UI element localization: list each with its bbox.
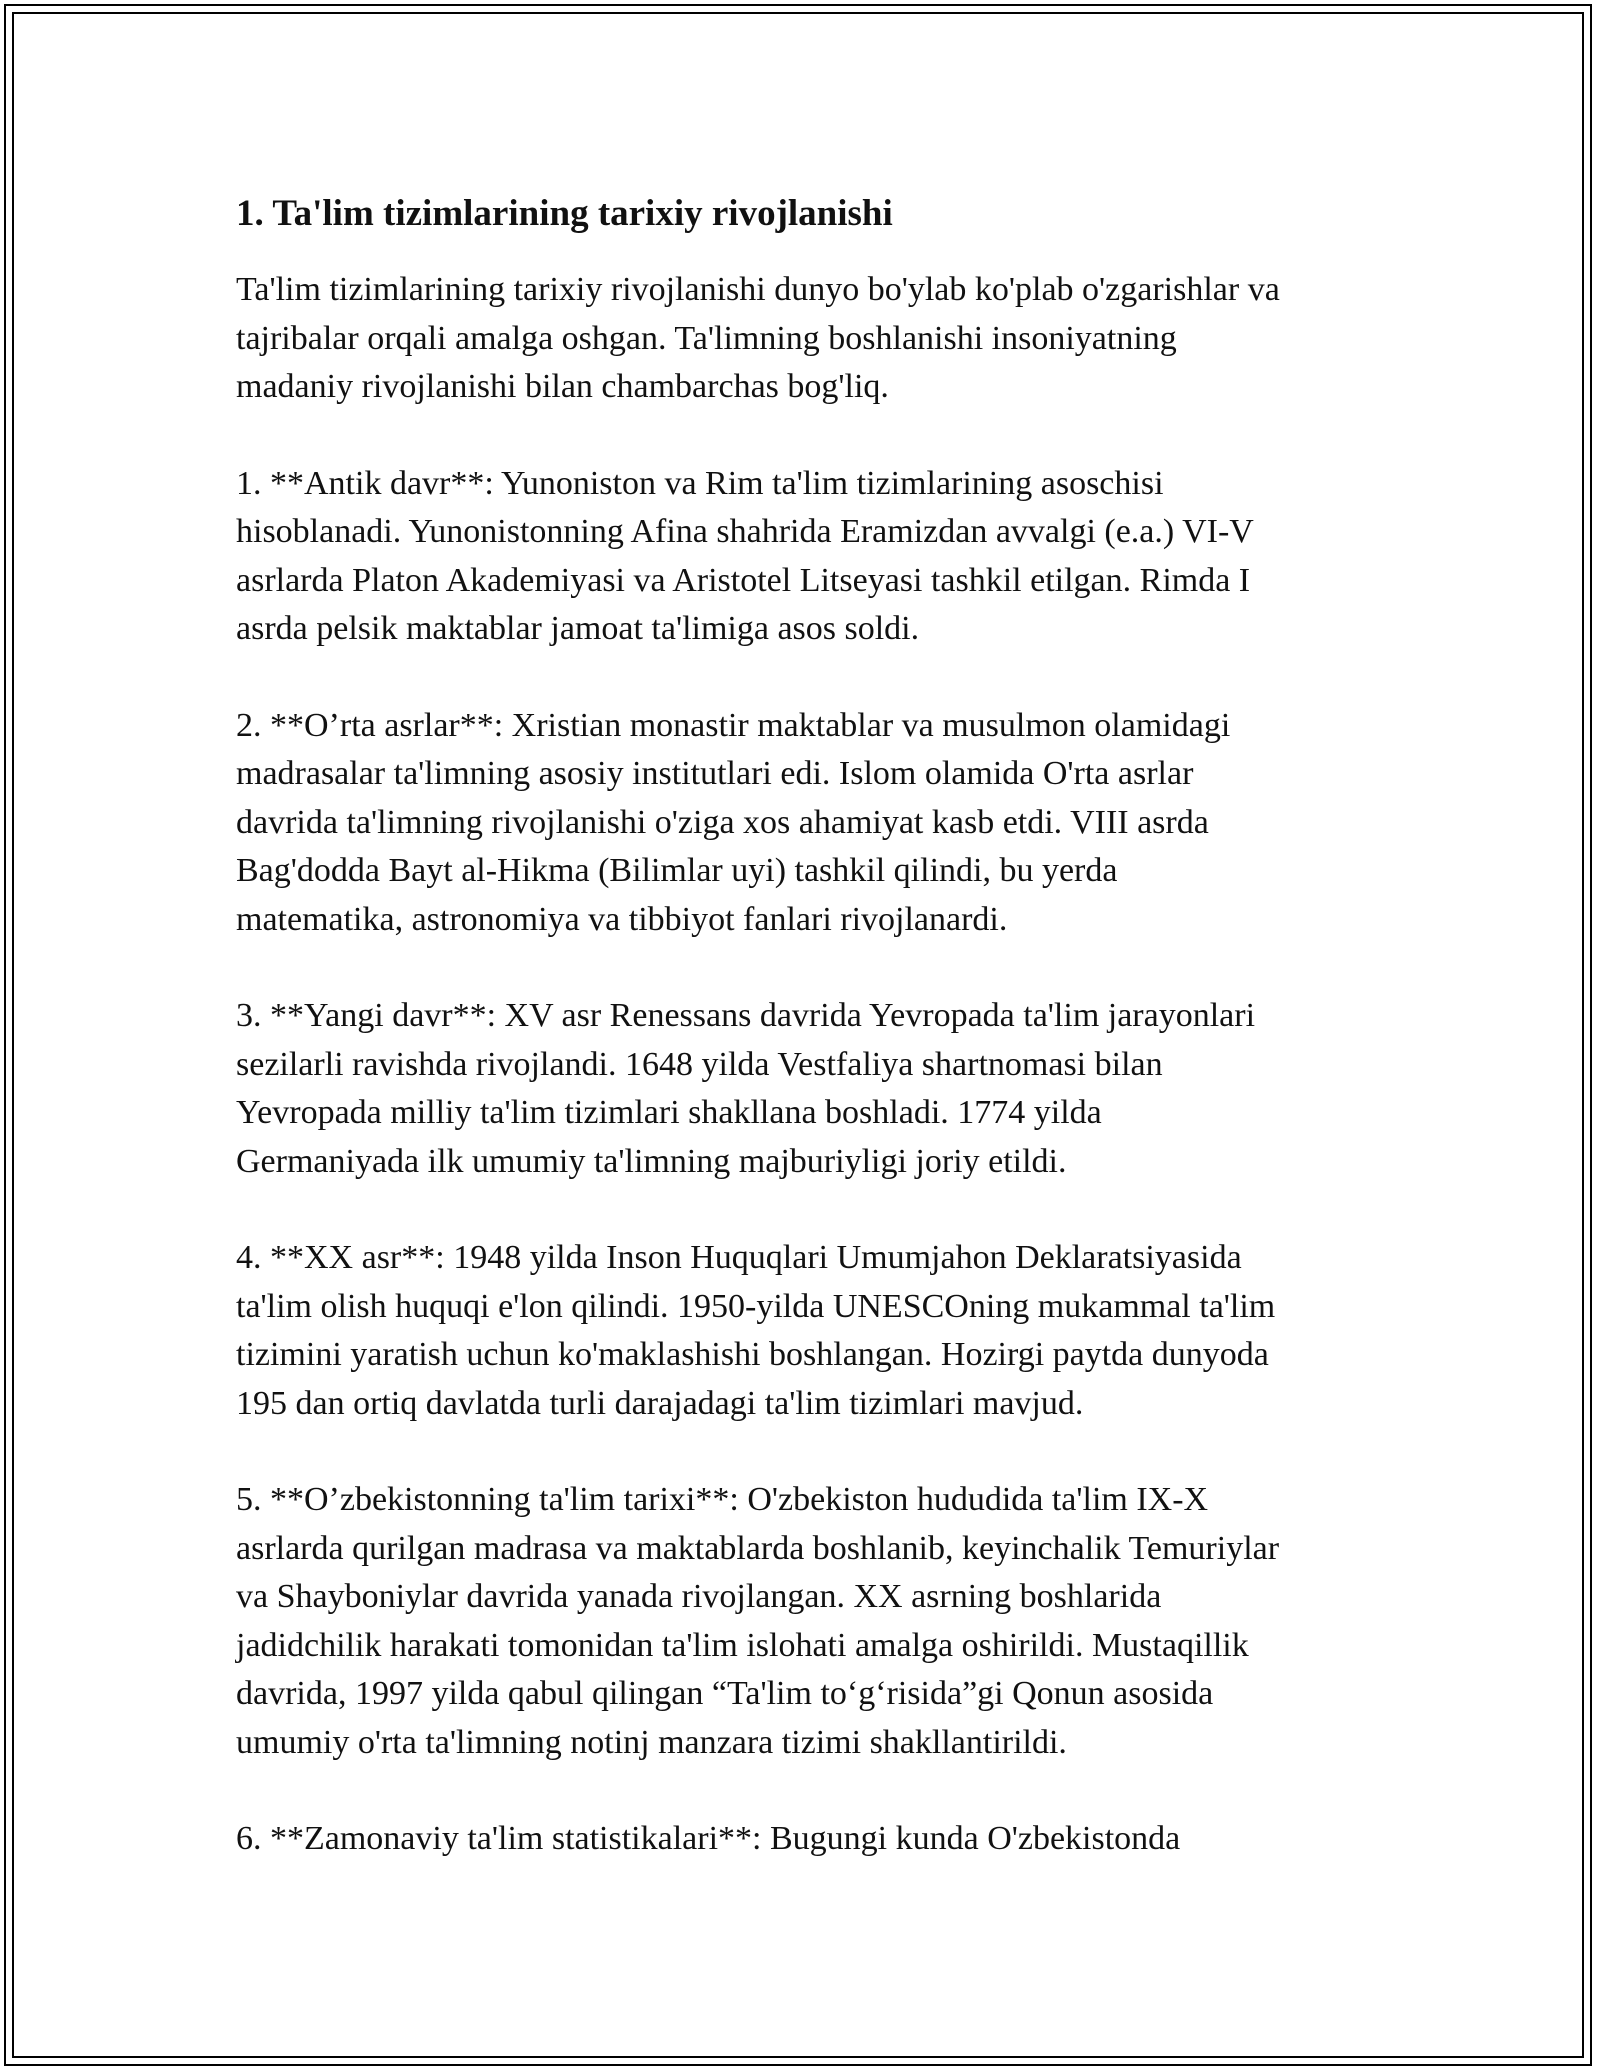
text-line: Bag'dodda Bayt al-Hikma (Bilimlar uyi) tashkil qilindi, bu yerda	[236, 852, 1118, 889]
paragraph-ozbekiston-tarixi	[236, 1476, 1396, 1767]
text-line: asrda pelsik maktablar jamoat ta'limiga asos soldi.	[236, 610, 920, 647]
paragraph-xx-asr	[236, 1234, 1396, 1428]
text-line: tizimini yaratish uchun ko'maklashishi boshlangan. Hozirgi paytda dunyoda	[236, 1336, 1269, 1373]
text-line: Yevropada milliy ta'lim tizimlari shakllana boshladi. 1774 yilda	[236, 1094, 1102, 1131]
text-line: Germaniyada ilk umumiy ta'limning majburiyligi joriy etildi.	[236, 1142, 1067, 1180]
text-line: sezilarli ravishda rivojlandi. 1648 yilda Vestfaliya shartnomasi bilan	[236, 1045, 1163, 1083]
text-line: hisoblanadi. Yunonistonning Afina shahrida Eramizdan avvalgi (e.a.) VI-V	[236, 513, 1254, 550]
text-line: madaniy rivojlanishi bilan chambarchas bog'liq.	[236, 368, 889, 405]
paragraph-zamonaviy-statistika	[236, 1815, 1396, 1864]
paragraph-orta-asrlar	[236, 702, 1396, 945]
text-line: 3. **Yangi davr**: XV asr Renessans davrida Yevropada ta'lim jarayonlari	[236, 997, 1256, 1034]
text-line: davrida ta'limning rivojlanishi o'ziga xos ahamiyat kasb etdi. VIII asrda	[236, 803, 1209, 841]
text-line: 5. **O’zbekistonning ta'lim tarixi**: O'zbekiston hududida ta'lim IX-X	[236, 1481, 1209, 1518]
text-line: madrasalar ta'limning asosiy institutlari edi. Islom olamida O'rta asrlar	[236, 755, 1194, 792]
text-line: 195 dan ortiq davlatda turli darajadagi ta'lim tizimlari mavjud.	[236, 1384, 1084, 1422]
document-body	[236, 190, 1396, 1912]
paragraph-intro	[236, 266, 1396, 412]
text-line: matematika, astronomiya va tibbiyot fanlari rivojlanardi.	[236, 900, 1008, 938]
text-line: 6. **Zamonaviy ta'lim statistikalari**: Bugungi kunda O'zbekistonda	[236, 1820, 1181, 1857]
text-line: tajribalar orqali amalga oshgan. Ta'limning boshlanishi insoniyatning	[236, 319, 1177, 357]
text-line: asrlarda qurilgan madrasa va maktablarda boshlanib, keyinchalik Temuriylar	[236, 1529, 1280, 1567]
text-line: va Shayboniylar davrida yanada rivojlangan. XX asrning boshlarida	[236, 1578, 1162, 1615]
section-heading: 1. Ta'lim tizimlarining tarixiy rivojlanishi	[236, 193, 893, 234]
text-line: umumiy o'rta ta'limning notinj manzara tizimi shakllantirildi.	[236, 1723, 1067, 1761]
text-line: davrida, 1997 yilda qabul qilingan “Ta'lim to‘g‘risida”gi Qonun asosida	[236, 1675, 1214, 1712]
text-line: Ta'lim tizimlarining tarixiy rivojlanishi dunyo bo'ylab ko'plab o'zgarishlar va	[236, 271, 1280, 308]
text-line: ta'lim olish huquqi e'lon qilindi. 1950-yilda UNESCOning mukammal ta'lim	[236, 1287, 1276, 1325]
text-line: 4. **XX asr**: 1948 yilda Inson Huquqlari Umumjahon Deklaratsiyasida	[236, 1239, 1242, 1276]
paragraph-yangi-davr	[236, 992, 1396, 1186]
paragraph-antik-davr	[236, 460, 1396, 654]
text-line: 1. **Antik davr**: Yunoniston va Rim ta'lim tizimlarining asoschisi	[236, 464, 1164, 502]
text-line: 2. **O’rta asrlar**: Xristian monastir maktablar va musulmon olamidagi	[236, 706, 1231, 744]
text-line: jadidchilik harakati tomonidan ta'lim islohati amalga oshirildi. Mustaqillik	[236, 1626, 1249, 1664]
text-line: asrlarda Platon Akademiyasi va Aristotel Litseyasi tashkil etilgan. Rimda I	[236, 561, 1251, 599]
